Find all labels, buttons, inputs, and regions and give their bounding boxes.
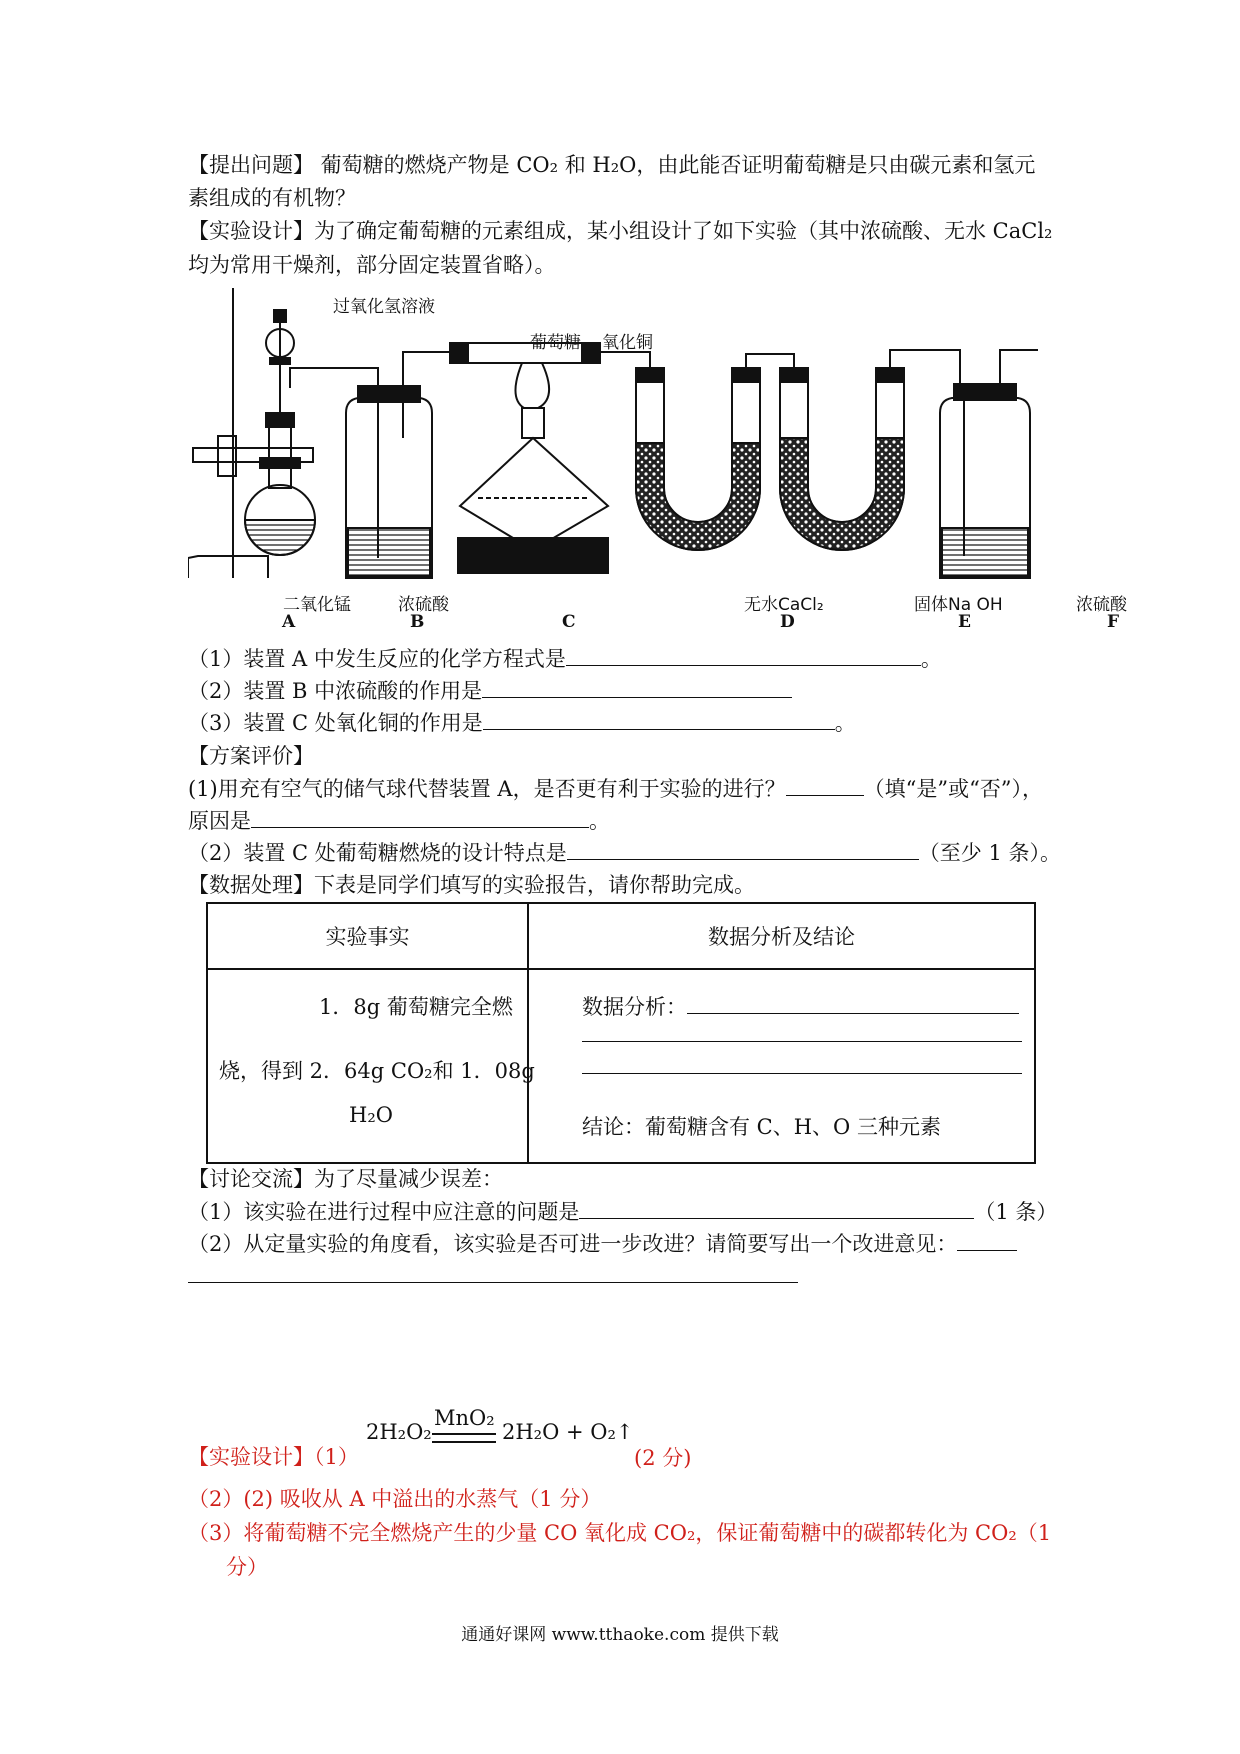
analysis-line <box>582 991 1019 1021</box>
discussion-q2-blank-line[interactable] <box>188 1282 798 1283</box>
evaluation-q2-text: （2）装置 C 处葡萄糖燃烧的设计特点是 <box>188 841 567 865</box>
equation-left: 2H₂O₂ <box>366 1420 432 1444</box>
question-2-blank[interactable] <box>482 677 792 698</box>
evaluation-q2-end: （至少 1 条）。 <box>918 841 1061 865</box>
evaluation-q1 <box>188 774 1043 804</box>
label-h2o2: 过氧化氢溶液 <box>333 297 435 317</box>
label-b-acid: 浓硫酸 <box>398 595 449 615</box>
discussion-heading: 【讨论交流】 <box>188 1167 314 1191</box>
discussion-q1-end: （1 条） <box>974 1200 1058 1224</box>
evaluation-q1-blank[interactable] <box>786 775 864 796</box>
question-3-end: 。 <box>834 711 856 735</box>
analysis-blank-2[interactable] <box>582 1041 1022 1042</box>
answer-1 <box>188 1442 359 1472</box>
question-1-blank[interactable] <box>566 645 921 666</box>
question-1 <box>188 644 942 674</box>
letter-e: E <box>958 612 971 632</box>
discussion <box>188 1164 503 1194</box>
answer-3-line-2: 分） <box>226 1555 268 1579</box>
question-3 <box>188 708 856 738</box>
discussion-q1-blank[interactable] <box>579 1198 974 1219</box>
letter-d: D <box>780 612 795 632</box>
answer-1-heading: 【实验设计】 <box>188 1445 314 1469</box>
discussion-q2-blank[interactable] <box>957 1230 1017 1251</box>
evaluation-reason-text: 原因是 <box>188 809 251 833</box>
page-footer: 通通好课网 www.tthaoke.com 提供下载 <box>461 1625 779 1645</box>
label-e-naoh: 固体Na OH <box>914 595 1003 615</box>
equation-right: 2H₂O + O₂↑ <box>502 1420 634 1444</box>
discussion-q2 <box>188 1229 1017 1259</box>
label-glucose: 葡萄糖 <box>530 333 581 353</box>
letter-c: C <box>562 612 576 632</box>
label-f-acid: 浓硫酸 <box>1076 595 1127 615</box>
table-facts-cell <box>207 969 535 1163</box>
data-section <box>188 870 755 900</box>
discussion-q1 <box>188 1197 1057 1227</box>
fact-line-1: 1．8g 葡萄糖完全燃 <box>319 995 513 1019</box>
question-3-text: （3）装置 C 处氧化铜的作用是 <box>188 711 483 735</box>
question-2 <box>188 676 792 706</box>
evaluation-q2-blank[interactable] <box>567 839 919 860</box>
problem-line-1 <box>188 150 1035 180</box>
table-header-facts: 实验事实 <box>207 903 528 969</box>
evaluation-q1-text: (1)用充有空气的储气球代替装置 A，是否更有利于实验的进行？ <box>188 777 786 801</box>
analysis-blank-1[interactable] <box>687 993 1019 1014</box>
answer-1-score: (2 分) <box>634 1446 692 1470</box>
problem-text-1: 葡萄糖的燃烧产物是 CO₂ 和 H₂O，由此能否证明葡萄糖是只由碳元素和氢元 <box>314 153 1036 177</box>
letter-a: A <box>282 612 296 632</box>
fact-line-3: H₂O <box>349 1103 393 1127</box>
evaluation-reason-end: 。 <box>589 809 610 833</box>
design-text-2: 均为常用干燥剂，部分固定装置省略）。 <box>188 253 556 277</box>
answer-1-num: （1） <box>314 1445 359 1469</box>
analysis-label: 数据分析： <box>582 995 687 1019</box>
conclusion-text: 结论：葡萄糖含有 C、H、O 三种元素 <box>582 1115 941 1139</box>
discussion-text: 为了尽量减少误差： <box>314 1167 503 1191</box>
problem-heading: 【提出问题】 <box>188 153 314 177</box>
answer-2: （2）(2) 吸收从 A 中溢出的水蒸气（1 分） <box>188 1487 602 1511</box>
design-heading: 【实验设计】 <box>188 219 314 243</box>
problem-text-2: 素组成的有机物？ <box>188 186 356 210</box>
question-1-end: 。 <box>920 647 942 671</box>
table-header-analysis: 数据分析及结论 <box>528 903 1035 969</box>
evaluation-heading: 【方案评价】 <box>188 744 314 768</box>
evaluation-q1-hint: （填“是”或“否”）， <box>863 777 1044 801</box>
answer-3-line-1: （3）将葡萄糖不完全燃烧产生的少量 CO 氧化成 CO₂，保证葡萄糖中的碳都转化为 CO₂（1 <box>188 1521 1052 1545</box>
apparatus-drawing <box>188 288 1148 588</box>
question-2-text: （2）装置 B 中浓硫酸的作用是 <box>188 679 483 703</box>
design-line-1 <box>188 216 1052 246</box>
question-3-blank[interactable] <box>483 709 835 730</box>
data-text: 下表是同学们填写的实验报告，请你帮助完成。 <box>314 873 755 897</box>
label-cuo: 氧化铜 <box>602 333 653 353</box>
label-d-cacl2: 无水CaCl₂ <box>744 595 824 615</box>
evaluation-q1-reason <box>188 806 610 836</box>
discussion-q1-text: （1）该实验在进行过程中应注意的问题是 <box>188 1200 580 1224</box>
letter-f: F <box>1107 612 1120 632</box>
evaluation-q2 <box>188 838 1061 868</box>
equation-arrow <box>432 1433 496 1443</box>
table-analysis-cell <box>528 969 1035 1163</box>
equation-catalyst: MnO₂ <box>434 1406 495 1430</box>
fact-line-2: 烧，得到 2．64g CO₂和 1．08g <box>219 1059 535 1083</box>
design-text-1: 为了确定葡萄糖的元素组成，某小组设计了如下实验（其中浓硫酸、无水 CaCl₂ <box>314 219 1053 243</box>
letter-b: B <box>410 612 425 632</box>
question-1-text: （1）装置 A 中发生反应的化学方程式是 <box>188 647 566 671</box>
analysis-blank-3[interactable] <box>582 1073 1022 1074</box>
label-mno2: 二氧化锰 <box>283 595 351 615</box>
report-table <box>206 902 1036 1164</box>
apparatus-diagram <box>188 288 1148 632</box>
data-heading: 【数据处理】 <box>188 873 314 897</box>
evaluation-reason-blank[interactable] <box>251 807 589 828</box>
discussion-q2-text: （2）从定量实验的角度看，该实验是否可进一步改进？请简要写出一个改进意见： <box>188 1232 958 1256</box>
